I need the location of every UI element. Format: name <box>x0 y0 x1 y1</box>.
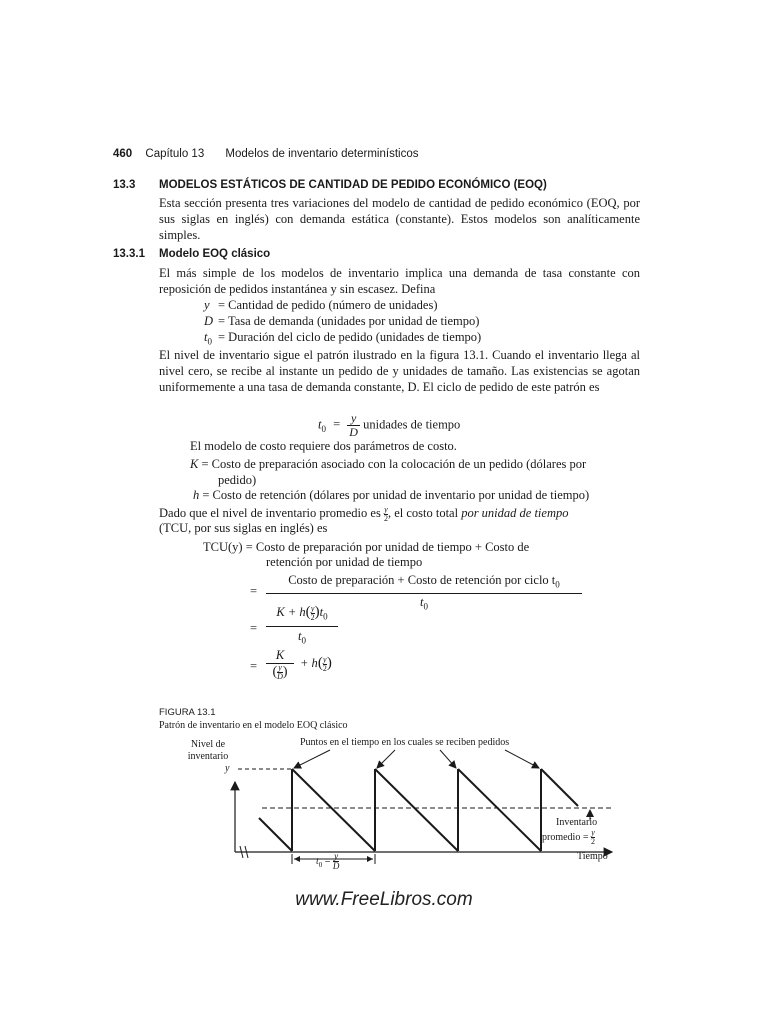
subsection-number: 13.3.1 <box>113 248 145 260</box>
frac-t-sub: 0 <box>323 611 328 622</box>
chapter-label: Capítulo 13 <box>145 148 205 160</box>
t0-text: t <box>316 855 319 867</box>
param-text: = Costo de preparación asociado con la colocación de un pedido (dólares por <box>201 457 587 471</box>
frac-den: 2 <box>590 837 595 846</box>
section-number: 13.3 <box>113 179 136 191</box>
ylabel-line2: inventario <box>187 751 229 762</box>
frac-numerator: Costo de preparación + Costo de retención por ciclo t <box>288 573 556 587</box>
y-axis-label <box>183 739 233 763</box>
tcu-fraction-2: K + h( $\frac{y}{2})t_0$ $t_0$ <box>266 603 338 649</box>
eq-lhs: t <box>318 417 322 432</box>
frac-den-sub: 0 <box>423 601 428 611</box>
frac-num: y <box>278 663 282 672</box>
def-subscript: 0 <box>207 336 212 347</box>
frac-den: D <box>277 672 283 681</box>
callout-label: Puntos en el tiempo en los cuales se reciben pedidos <box>300 737 510 748</box>
frac-denominator: t <box>420 594 424 609</box>
frac-denominator: t <box>298 628 302 643</box>
def-text: = Cantidad de pedido (número de unidades) <box>218 298 438 312</box>
frac-numerator: K <box>275 648 285 662</box>
average-label <box>542 817 597 846</box>
tcu-line2: retención por unidad de tiempo <box>266 555 423 569</box>
param-symbol: K <box>190 457 199 471</box>
frac-num: y <box>591 828 595 837</box>
t0-label <box>316 852 339 871</box>
eq-lhs-sub: 0 <box>321 423 326 434</box>
figure-label: FIGURA 13.1 <box>159 707 216 718</box>
avg-label-line1: Inventario <box>556 817 598 828</box>
x-axis-label: Tiempo <box>577 851 608 862</box>
cost-param-k-cont: pedido) <box>218 473 257 487</box>
sawtooth-curve <box>259 769 578 851</box>
avg-fraction <box>591 829 595 846</box>
frac-den: 2 <box>310 612 315 622</box>
page-number: 460 <box>113 148 133 160</box>
subsection-title: Modelo EOQ clásico <box>159 248 271 260</box>
def-symbol: t <box>204 330 208 344</box>
avg-italic: por unidad de tiempo <box>461 506 569 520</box>
avg-text-1: Dado que el nivel de inventario promedio es <box>159 506 381 520</box>
section-intro: Esta sección presenta tres variaciones del modelo de cantidad de pedido económico (EOQ, por sus siglas en inglés) con demanda estática (constante). Estos modelos son analíticamente simples. <box>159 196 640 242</box>
tcu-plus-h: + h( $\frac{y}{2}$) <box>300 654 332 673</box>
watermark: www.FreeLibros.com <box>295 889 473 910</box>
frac-num: y <box>310 603 315 613</box>
y-tick-text: y <box>225 763 230 774</box>
frac-den: 2 <box>383 513 388 523</box>
eq-unit: unidades de tiempo <box>363 417 461 432</box>
avg-text-2: , el costo total <box>387 506 459 520</box>
frac-k-h: K + h <box>276 605 306 619</box>
t0-fraction <box>333 852 340 871</box>
pattern-paragraph: El nivel de inventario sigue el patrón ilustrado en la figura 13.1. Cuando el inventario llega al nivel cero, se recibe al instante un pedido de y unidades de tamaño. Las existencias se agotan uniformemente a una tasa de demanda constante, D. El ciclo de pedido de este patrón es <box>159 348 640 394</box>
tcu-eq-sign-3: = <box>250 659 258 673</box>
tcu-eq-sign-1: = <box>250 584 258 598</box>
frac-den-sub: 0 <box>301 635 306 645</box>
tcu-text-1: Costo de preparación por unidad de tiempo + Costo de <box>255 540 530 554</box>
tcu-lhs: TCU(y) = <box>203 540 253 554</box>
ylabel-line1: Nivel de <box>190 739 226 750</box>
frac-den: D <box>332 861 340 871</box>
param-symbol: h <box>193 488 200 502</box>
def-symbol: y <box>204 298 210 312</box>
t0-sub: 0 <box>318 860 323 869</box>
avg-sentence-line2: (TCU, por sus siglas en inglés) es <box>159 521 328 535</box>
cost-intro: El modelo de costo requiere dos parámetros de costo. <box>190 439 457 453</box>
figure-caption: Patrón de inventario en el modelo EOQ clásico <box>159 720 348 731</box>
plus-h: + h <box>300 656 318 670</box>
tcu-fraction-3: K ( $\frac{y}{D}$) <box>266 648 294 681</box>
avg-label-line2: promedio = <box>542 831 589 843</box>
frac-num-sub: 0 <box>555 579 560 590</box>
frac-num: y <box>384 504 388 514</box>
subsection-intro: El más simple de los modelos de inventario implica una demanda de tasa constante con reposición de pedidos instantánea y sin escasez. Defina <box>159 266 640 296</box>
callout-arrows <box>294 750 539 768</box>
section-title: MODELOS ESTÁTICOS DE CANTIDAD DE PEDIDO ECONÓMICO (EOQ) <box>159 179 547 191</box>
t0-eq: = <box>324 855 331 867</box>
frac-num: y <box>347 412 360 426</box>
def-text: = Duración del ciclo de pedido (unidades de tiempo) <box>218 330 482 344</box>
frac-t: t <box>319 605 324 619</box>
frac-den: D <box>349 425 358 439</box>
y-tick-label <box>225 763 229 774</box>
param-text: = Costo de retención (dólares por unidad de inventario por unidad de tiempo) <box>202 488 590 502</box>
frac-num: y <box>323 654 327 664</box>
def-text: = Tasa de demanda (unidades por unidad de tiempo) <box>218 314 480 328</box>
frac-num: y <box>334 851 339 861</box>
chapter-title: Modelos de inventario determinísticos <box>225 148 419 160</box>
frac-den: 2 <box>322 663 327 673</box>
def-symbol: D <box>204 314 214 328</box>
tcu-eq-sign-2: = <box>250 621 258 635</box>
eq-sign: = <box>333 417 341 432</box>
